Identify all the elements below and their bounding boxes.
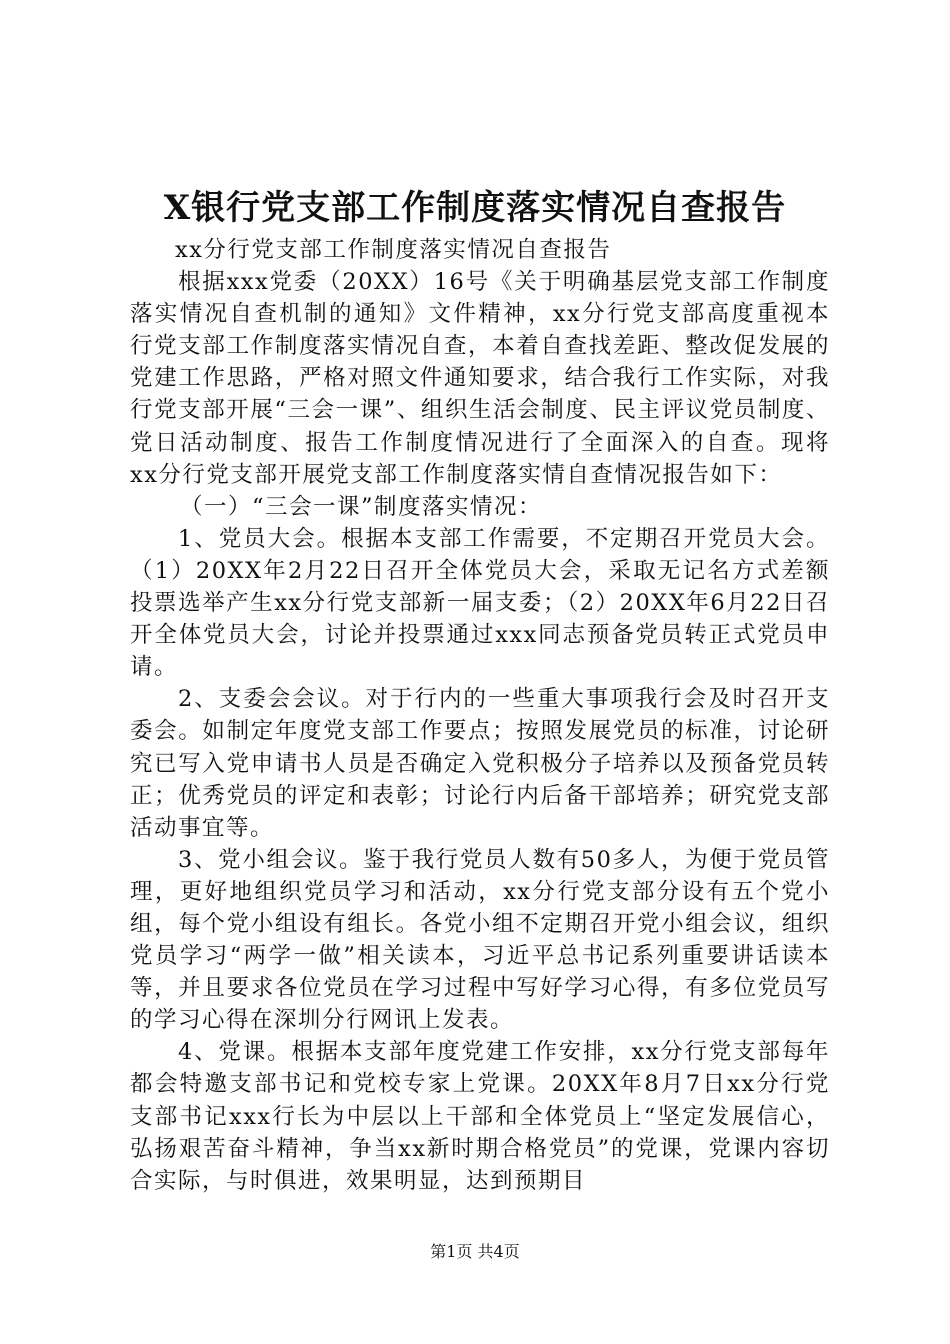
paragraph-item-3: 3、党小组会议。鉴于我行党员人数有50多人，为便于党员管理，更好地组织党员学习和活动，xx分行党支部分设有五个党小组，每个党小组设有组长。各党小组不定期召开党小组会议，组织党员学习“两学一做”相关读本，习近平总书记系列重要讲话读本等，并且要求各位党员在学习过程中写好学习心得，有多位党员写的学习心得在深圳分行网讯上发表。 (130, 846, 830, 1034)
page-footer: 第1页 共4页 (430, 1242, 520, 1261)
intro-paragraph: 根据xxx党委（20XX）16号《关于明确基层党支部工作制度落实情况自查机制的通知》文件精神，xx分行党支部高度重视本行党支部工作制度落实情况自查，本着自查找差距、整改促发展的党建工作思路，严格对照文件通知要求，结合我行工作实际，对我行党支部开展“三会一课”、组织生活会制度、民主评议党员制度、党日活动制度、报告工作制度情况进行了全面深入的自查。现将xx分行党支部开展党支部工作制度落实情自查情况报告如下： (130, 269, 830, 488)
paragraph-item-2: 2、支委会会议。对于行内的一些重大事项我行会及时召开支委会。如制定年度党支部工作要点；按照发展党员的标准，讨论研究已写入党申请书人员是否确定入党积极分子培养以及预备党员转正；优秀党员的评定和表彰；讨论行内后备干部培养；研究党支部活动事宜等。 (130, 686, 830, 841)
document-title: X银行党支部工作制度落实情况自查报告 (163, 188, 787, 228)
paragraph-item-4: 4、党课。根据本支部年度党建工作安排，xx分行党支部每年都会特邀支部书记和党校专家上党课。20XX年8月7日xx分行党支部书记xxx行长为中层以上干部和全体党员上“坚定发展信心，弘扬艰苦奋斗精神，争当xx新时期合格党员”的党课，党课内容切合实际，与时俱进，效果明显，达到预期目 (130, 1039, 830, 1194)
section-heading: （一）“三会一课”制度落实情况： (180, 493, 543, 520)
document-body (130, 234, 830, 1197)
document-subtitle: xx分行党支部工作制度落实情况自查报告 (175, 237, 612, 263)
paragraph-item-1: 1、党员大会。根据本支部工作需要，不定期召开党员大会。（1）20XX年2月22日召开全体党员大会，采取无记名方式差额投票选举产生xx分行党支部新一届支委；（2）20XX年6月22日召开全体党员大会，讨论并投票通过xxx同志预备党员转正式党员申请。 (130, 525, 830, 681)
